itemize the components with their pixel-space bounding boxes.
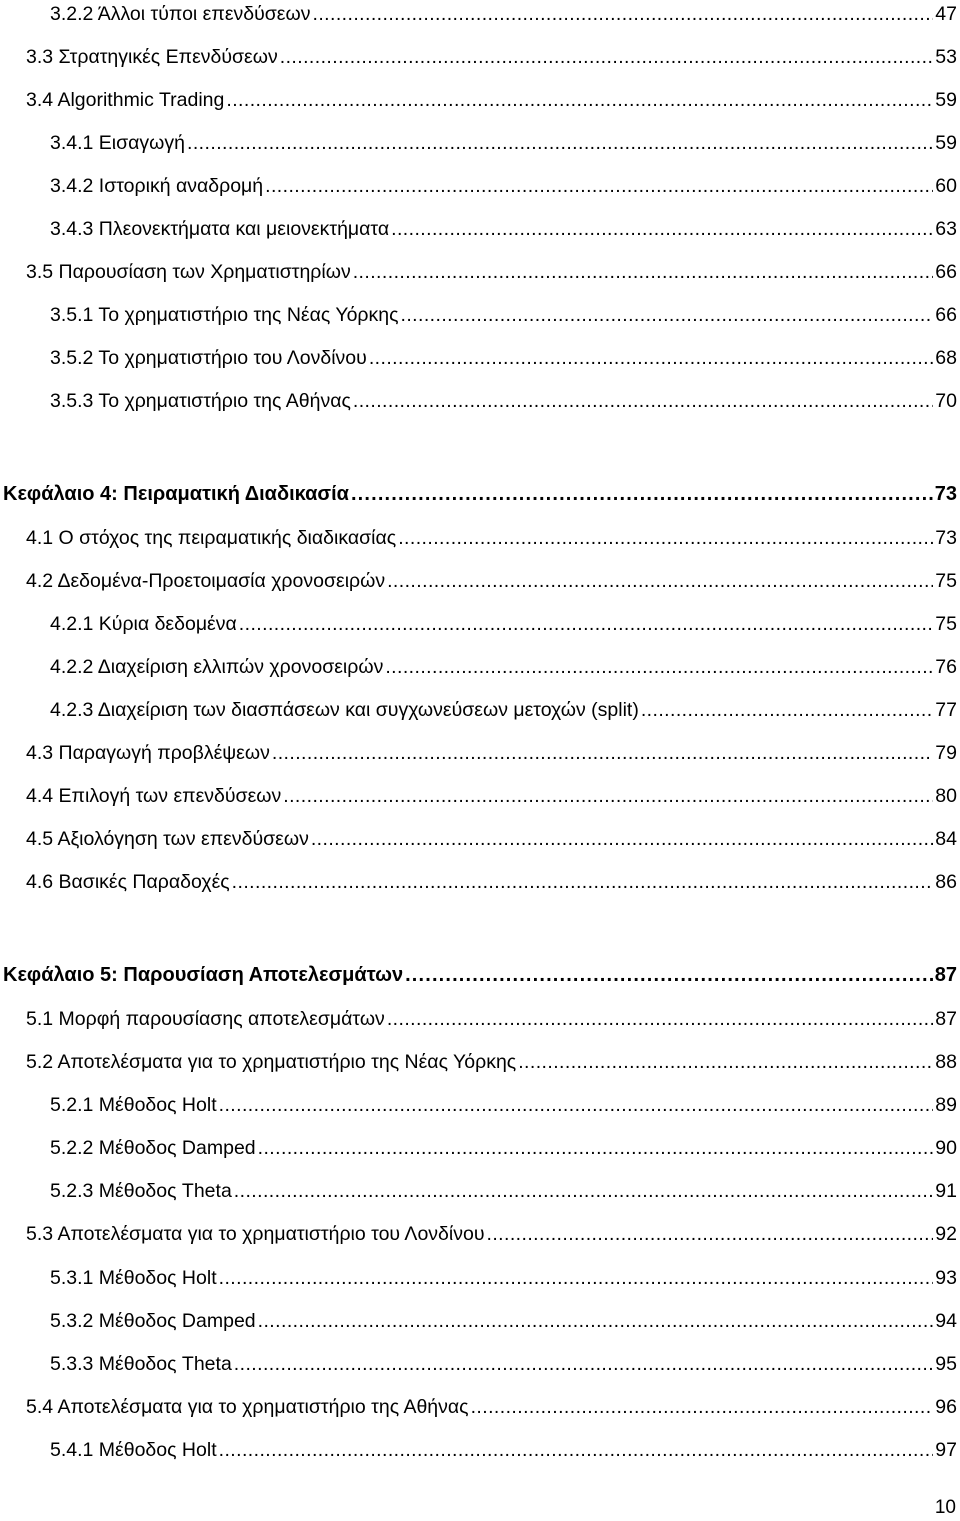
toc-entry-page: 76 [935,656,957,678]
toc-entry[interactable] [0,43,957,71]
toc-leader-dots [219,1091,934,1119]
toc-entry-page: 59 [935,132,957,154]
toc-leader-dots [258,1307,934,1335]
toc-entry-label: 4.2 Δεδομένα-Προετοιμασία χρονοσειρών [26,570,386,592]
toc-entry-label: 4.4 Επιλογή των επενδύσεων [26,785,282,807]
toc-leader-dots [272,739,933,767]
toc-entry-label: 3.4.3 Πλεονεκτήματα και μειονεκτήματα [50,218,390,240]
toc-entry-page: 84 [935,828,957,850]
toc-leader-dots [387,1005,933,1033]
toc-entry[interactable] [0,1005,957,1033]
toc-leader-dots [311,825,933,853]
toc-entry[interactable] [0,825,957,853]
toc-entry-page: 73 [935,527,957,549]
toc-leader-dots [226,86,933,114]
toc-entry-page: 75 [935,570,957,592]
toc-leader-dots [353,258,934,286]
toc-entry-page: 87 [935,1008,957,1030]
toc-entry-label: 3.5.2 Το χρηματιστήριο του Λονδίνου [50,347,367,369]
toc-entry[interactable] [0,739,957,767]
toc-entry-label: 5.2.1 Μέθοδος Holt [50,1094,217,1116]
toc-entry-label: 4.3 Παραγωγή προβλέψεων [26,742,270,764]
toc-leader-dots [280,43,934,71]
toc-entry-page: 70 [935,390,957,412]
toc-leader-dots [353,387,933,415]
toc-entry-page: 89 [935,1094,957,1116]
toc-entry-page: 66 [935,261,957,283]
toc-entry-page: 59 [935,89,957,111]
toc-leader-dots [219,1264,934,1292]
toc-entry-label: 5.3.1 Μέθοδος Holt [50,1267,217,1289]
toc-entry-page: 95 [935,1353,957,1375]
toc-entry-page: 97 [935,1439,957,1461]
toc-entry-page: 93 [935,1267,957,1289]
toc-entry[interactable] [0,1264,957,1292]
toc-entry-page: 80 [935,785,957,807]
toc-entry-label: 5.2.2 Μέθοδος Damped [50,1137,256,1159]
toc-entry[interactable] [0,567,957,595]
toc-entry-label: 4.5 Αξιολόγηση των επενδύσεων [26,828,309,850]
toc-entry-label: 4.2.3 Διαχείριση των διασπάσεων και συγχωνεύσεων μετοχών (split) [50,699,639,721]
toc-leader-dots [351,480,933,508]
toc-entry-label: 4.6 Βασικές Παραδοχές [26,871,230,893]
toc-entry-page: 53 [935,46,957,68]
toc-leader-dots [369,344,933,372]
toc-entry-label: 3.2.2 Άλλοι τύποι επενδύσεων [50,3,311,25]
toc-entry-label: 4.2.2 Διαχείριση ελλιπών χρονοσειρών [50,656,384,678]
toc-entry[interactable] [0,1350,957,1378]
toc-leader-dots [391,215,933,243]
toc-entry-page: 92 [935,1223,957,1245]
toc-chapter-label: Κεφάλαιο 5: Παρουσίαση Αποτελεσμάτων [3,964,404,986]
toc-entry[interactable] [0,1393,957,1421]
toc-entry-page: 86 [935,871,957,893]
toc-entry-label: 3.5.1 Το χρηματιστήριο της Νέας Υόρκης [50,304,399,326]
toc-entry[interactable] [0,868,957,896]
toc-entry[interactable] [0,0,957,28]
toc-entry-label: 5.3.2 Μέθοδος Damped [50,1310,256,1332]
toc-entry-label: 3.4.1 Εισαγωγή [50,132,186,154]
toc-entry[interactable] [0,387,957,415]
toc-entry-label: 5.3 Αποτελέσματα για το χρηματιστήριο του Λονδίνου [26,1223,485,1245]
page-number: 10 [934,1497,956,1518]
toc-entry-page: 79 [935,742,957,764]
toc-entry[interactable] [0,782,957,810]
toc-entry-label: 5.4.1 Μέθοδος Holt [50,1439,217,1461]
toc-entry-page: 88 [935,1051,957,1073]
toc-entry[interactable] [0,215,957,243]
toc-leader-dots [471,1393,934,1421]
toc-entry-page: 75 [935,613,957,635]
toc-leader-dots [232,868,934,896]
toc-entry[interactable] [0,86,957,114]
toc-entry-label: 4.1 Ο στόχος της πειραματικής διαδικασίας [26,527,397,549]
toc-entry-page: 63 [935,218,957,240]
toc-entry-label: 3.5.3 Το χρηματιστήριο της Αθήνας [50,390,351,412]
toc-entry-label: 4.2.1 Κύρια δεδομένα [50,613,237,635]
toc-leader-dots [401,301,934,329]
toc-leader-dots [258,1134,934,1162]
toc-leader-dots [405,961,933,989]
toc-entry[interactable] [0,301,957,329]
toc-leader-dots [265,172,933,200]
toc-entry[interactable] [0,172,957,200]
toc-entry[interactable] [0,653,957,681]
toc-entry-label: 3.3 Στρατηγικές Επενδύσεων [26,46,278,68]
toc-leader-dots [518,1048,933,1076]
toc-entry[interactable] [0,524,957,552]
toc-entry[interactable] [0,1436,957,1464]
toc-leader-dots [487,1220,934,1248]
toc-leader-dots [219,1436,934,1464]
toc-leader-dots [234,1177,934,1205]
toc-leader-dots [385,653,933,681]
toc-leader-dots [239,610,934,638]
toc-leader-dots [283,782,933,810]
toc-entry[interactable] [0,344,957,372]
toc-chapter-entry[interactable] [0,961,957,989]
toc-entry-label: 5.2.3 Μέθοδος Theta [50,1180,232,1202]
toc-entry-label: 5.4 Αποτελέσματα για το χρηματιστήριο της Αθήνας [26,1396,469,1418]
toc-leader-dots [387,567,933,595]
toc-entry-label: 3.4 Algorithmic Trading [26,89,225,111]
toc-entry-page: 47 [935,3,957,25]
toc-entry-label: 3.4.2 Ιστορική αναδρομή [50,175,264,197]
toc-entry-label: 3.5 Παρουσίαση των Χρηματιστηρίων [26,261,351,283]
toc-entry[interactable] [0,258,957,286]
toc-entry[interactable] [0,610,957,638]
toc-entry[interactable] [0,1091,957,1119]
toc-entry-page: 68 [935,347,957,369]
toc-leader-dots [312,0,933,28]
toc-entry-page: 77 [935,699,957,721]
toc-leader-dots [641,696,933,724]
toc-entry-page: 96 [935,1396,957,1418]
toc-entry[interactable] [0,1220,957,1248]
toc-leader-dots [234,1350,934,1378]
toc-entry-page: 94 [935,1310,957,1332]
toc-entry-page: 60 [935,175,957,197]
toc-entry-label: 5.2 Αποτελέσματα για το χρηματιστήριο της Νέας Υόρκης [26,1051,517,1073]
toc-chapter-page: 87 [934,964,957,986]
toc-leader-dots [398,524,933,552]
toc-leader-dots [187,129,933,157]
toc-entry-label: 5.1 Μορφή παρουσίασης αποτελεσμάτων [26,1008,385,1030]
toc-entry[interactable] [0,1307,957,1335]
toc-chapter-entry[interactable] [0,480,957,508]
toc-entry-label: 5.3.3 Μέθοδος Theta [50,1353,232,1375]
toc-entry[interactable] [0,1048,957,1076]
toc-entry[interactable] [0,1134,957,1162]
toc-entry[interactable] [0,129,957,157]
toc-chapter-label: Κεφάλαιο 4: Πειραματική Διαδικασία [3,483,349,505]
toc-entry-page: 66 [935,304,957,326]
toc-entry-page: 91 [935,1180,957,1202]
toc-chapter-page: 73 [934,483,957,505]
toc-entry[interactable] [0,1177,957,1205]
toc-entry[interactable] [0,696,957,724]
toc-entry-page: 90 [935,1137,957,1159]
